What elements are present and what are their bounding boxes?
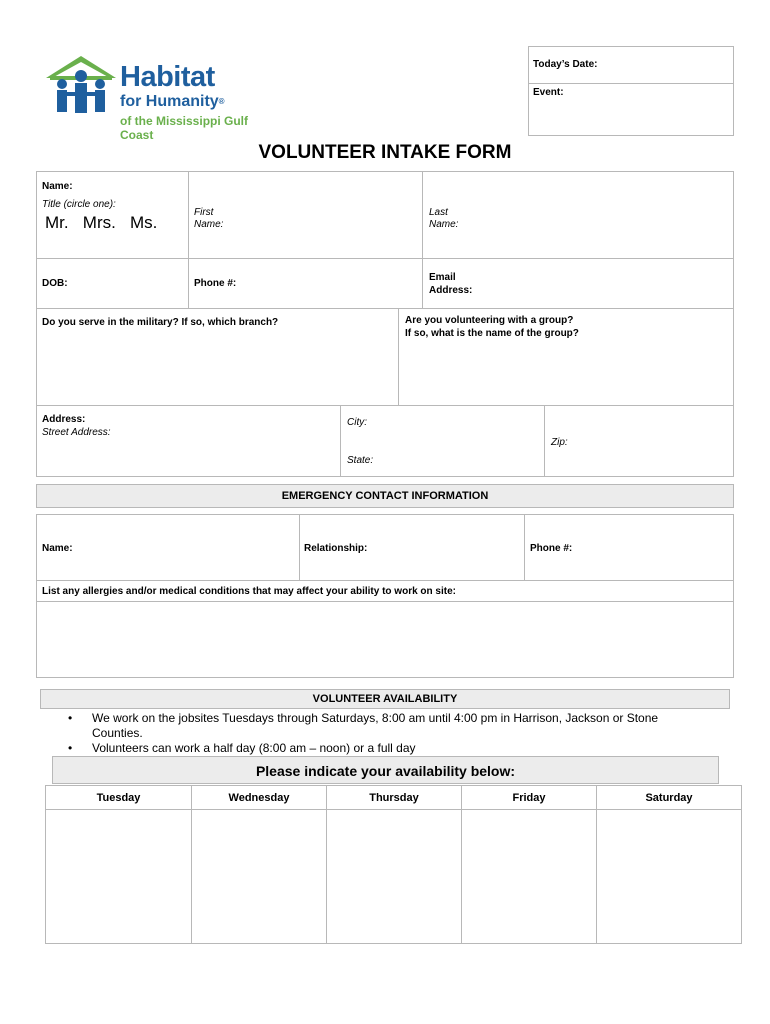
- day-column-tuesday[interactable]: [46, 786, 191, 944]
- availability-notes: [40, 711, 740, 756]
- day-wednesday: Wednesday: [228, 792, 290, 804]
- phone-label: Phone #:: [194, 278, 237, 289]
- indicate-availability-header: Please indicate your availability below:: [52, 756, 719, 784]
- logo-line1: Habitat: [120, 61, 215, 93]
- day-column-friday[interactable]: [461, 786, 596, 944]
- state-label: State:: [347, 455, 374, 466]
- day-saturday: Saturday: [645, 792, 693, 804]
- emergency-contact-header: EMERGENCY CONTACT INFORMATION: [36, 484, 734, 508]
- day-friday: Friday: [512, 792, 546, 804]
- email-label-2: Address:: [429, 285, 473, 296]
- form-title: VOLUNTEER INTAKE FORM: [258, 142, 512, 163]
- email-label: Email: [429, 272, 456, 283]
- title-label: Title (circle one):: [42, 199, 116, 210]
- last-name-field[interactable]: [423, 172, 733, 258]
- availability-table: [45, 785, 742, 944]
- zip-field[interactable]: [545, 406, 733, 477]
- zip-label: Zip:: [551, 437, 568, 448]
- name-label: Name:: [42, 181, 73, 192]
- todays-date-label: Today’s Date:: [533, 59, 598, 70]
- street-address-label: Street Address:: [42, 427, 111, 438]
- logo-line2: [120, 93, 225, 111]
- day-column-thursday[interactable]: [326, 786, 461, 944]
- group-label: Are you volunteering with a group?: [405, 315, 574, 326]
- bullet-jobsites: [40, 711, 740, 741]
- availability-header: VOLUNTEER AVAILABILITY: [40, 689, 730, 709]
- emergency-phone-field[interactable]: [525, 515, 733, 580]
- first-name-label: First: [194, 207, 214, 218]
- logo-line2-text: for Humanity: [120, 93, 219, 110]
- street-address-field[interactable]: [37, 406, 340, 477]
- bullet-jobsites-line1: We work on the jobsites Tuesdays through Saturdays, 8:00 am until 4:00 pm in Harrison, Jackson or Stone: [92, 711, 659, 725]
- military-field[interactable]: [37, 309, 398, 405]
- address-label: Address:: [42, 414, 86, 425]
- allergies-label: List any allergies and/or medical conditions that may affect your ability to work on site:: [42, 586, 456, 597]
- emergency-contact-section: [36, 514, 734, 678]
- last-name-label-2: Name:: [429, 219, 459, 230]
- dob-field[interactable]: [37, 259, 188, 308]
- emergency-name-field[interactable]: [37, 515, 299, 580]
- email-field[interactable]: [423, 259, 733, 308]
- day-column-saturday[interactable]: [596, 786, 741, 944]
- title-options[interactable]: Mr. Mrs. Ms.: [45, 213, 158, 232]
- date-event-box: [528, 46, 734, 136]
- registered-mark: ®: [218, 97, 225, 106]
- bullet-jobsites-line2: Counties.: [92, 726, 143, 740]
- day-thursday: Thursday: [369, 792, 419, 804]
- phone-field[interactable]: [189, 259, 421, 308]
- first-name-label-2: Name:: [194, 219, 224, 230]
- bullet-half-day: • Volunteers can work a half day (8:00 am – noon) or a full day: [40, 741, 740, 756]
- event-label: Event:: [533, 87, 564, 98]
- emergency-phone-label: Phone #:: [530, 543, 573, 554]
- logo-line3: of the Mississippi Gulf Coast: [120, 114, 249, 142]
- city-label: City:: [347, 417, 367, 428]
- relationship-field[interactable]: [300, 515, 524, 580]
- relationship-label: Relationship:: [304, 543, 368, 554]
- group-label-2: If so, what is the name of the group?: [405, 328, 579, 339]
- personal-info-section: [36, 171, 734, 477]
- dob-label: DOB:: [42, 278, 68, 289]
- military-label: Do you serve in the military? If so, which branch?: [42, 317, 279, 328]
- last-name-label: Last: [429, 207, 448, 218]
- first-name-field[interactable]: [189, 172, 421, 258]
- day-tuesday: Tuesday: [96, 792, 141, 804]
- habitat-house-icon: [44, 54, 118, 116]
- group-field[interactable]: [399, 309, 733, 405]
- city-state-field[interactable]: [341, 406, 544, 477]
- emergency-name-label: Name:: [42, 543, 73, 554]
- habitat-logo: [44, 52, 274, 142]
- allergies-field[interactable]: [37, 602, 733, 678]
- day-column-wednesday[interactable]: [191, 786, 326, 944]
